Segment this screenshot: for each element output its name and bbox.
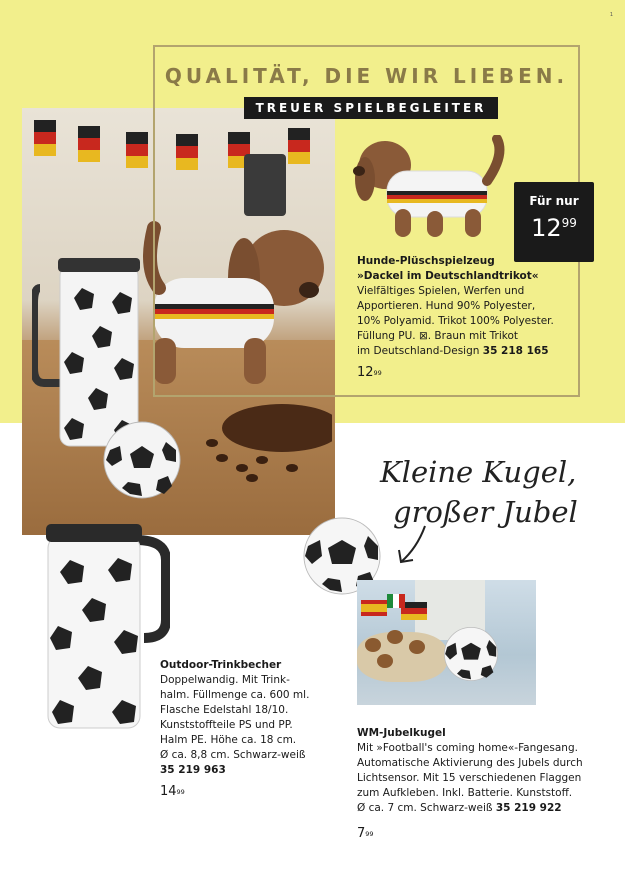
soccer-ball-photo <box>102 420 182 500</box>
ball-article-number: 35 219 922 <box>495 802 562 814</box>
ball-price: $7^{99}$ <box>357 826 374 841</box>
ball-line: Mit »Football's coming home«-Fangesang. <box>357 742 578 754</box>
snack-image <box>409 640 425 654</box>
mug-price: $14^{99}$ <box>160 784 185 799</box>
ball-line: zum Aufkleben. Inkl. Batterie. Kunststoff. <box>357 787 573 799</box>
soccer-mug-photo <box>32 248 142 448</box>
plush-line: im Deutschland-Design 35 218 165 <box>357 345 549 357</box>
plush-subtitle: »Dackel im Deutschlandtrikot« <box>357 270 539 282</box>
mug-line: Halm PE. Höhe ca. 18 cm. <box>160 734 297 746</box>
plush-line: Vielfältiges Spielen, Werfen und <box>357 285 525 297</box>
german-flag-image <box>78 126 100 162</box>
mug-line: Ø ca. 8,8 cm. Schwarz-weiß <box>160 749 306 761</box>
plush-price: $12^{99}$ <box>357 365 382 380</box>
arrow-icon <box>395 522 429 568</box>
soccer-ball-photo <box>443 626 499 682</box>
coffee-beans-image <box>192 398 332 488</box>
german-flag-image <box>34 120 56 156</box>
spanish-flag-image <box>361 600 387 616</box>
mug-line: halm. Füllmenge ca. 600 ml. <box>160 689 310 701</box>
plush-description <box>357 254 572 380</box>
plush-article-number: 35 218 165 <box>482 345 549 357</box>
plush-title: Hunde-Plüschspielzeug <box>357 255 495 267</box>
plush-dog-product-image <box>347 135 507 240</box>
german-flag-image <box>126 132 148 168</box>
mug-article-number: 35 219 963 <box>160 764 226 776</box>
soccer-mug-product-image <box>40 520 170 732</box>
mug-line: Doppelwandig. Mit Trink- <box>160 674 290 686</box>
mug-title: Outdoor-Trinkbecher <box>160 659 282 671</box>
script-heading <box>380 452 600 532</box>
page-number: 1 <box>609 12 613 18</box>
price-badge-value: $12^{99}$ <box>531 214 577 242</box>
ball-line: Ø ca. 7 cm. Schwarz-weiß 35 219 922 <box>357 802 562 814</box>
snack-image <box>377 654 393 668</box>
snack-image <box>387 630 403 644</box>
mug-line: Flasche Edelstahl 18/10. <box>160 704 289 716</box>
price-badge <box>514 182 594 262</box>
ball-line: Lichtsensor. Mit 15 verschiedenen Flaggen <box>357 772 582 784</box>
plush-line: Füllung PU. ⊠. Braun mit Trikot <box>357 330 518 342</box>
party-photo <box>357 580 536 705</box>
script-line-2: großer Jubel <box>393 495 578 529</box>
subtitle-bar: TREUER SPIELBEGLEITER <box>244 97 498 119</box>
plush-line: Apportieren. Hund 90% Polyester, <box>357 300 536 312</box>
snack-image <box>365 638 381 652</box>
mug-line: Kunststoffteile PS und PP. <box>160 719 293 731</box>
mug-description <box>160 658 340 799</box>
ball-title: WM-Jubelkugel <box>357 727 446 739</box>
script-line-1: Kleine Kugel, <box>380 455 577 489</box>
headline: QUALITÄT, DIE WIR LIEBEN. <box>164 64 569 88</box>
ball-description <box>357 726 607 841</box>
price-badge-label: Für nur <box>529 194 579 208</box>
italian-flag-image <box>387 594 405 608</box>
ball-line: Automatische Aktivierung des Jubels durch <box>357 757 583 769</box>
plush-line: 10% Polyamid. Trikot 100% Polyester. <box>357 315 554 327</box>
